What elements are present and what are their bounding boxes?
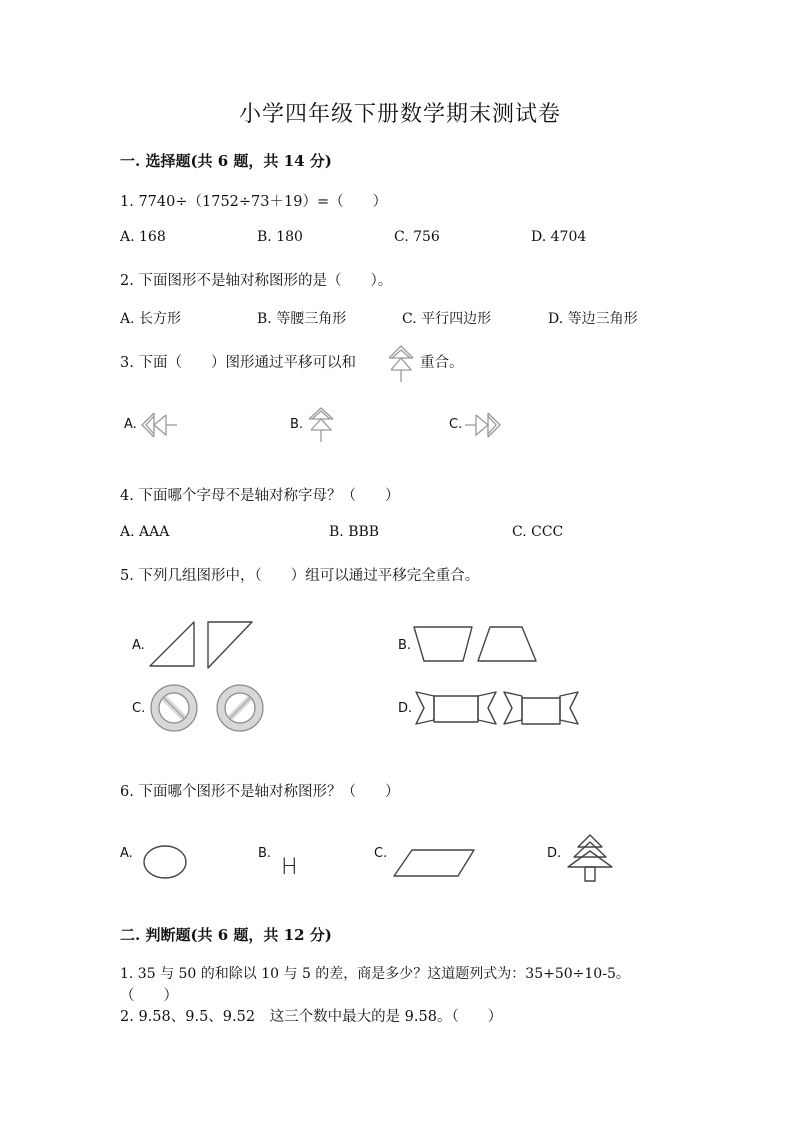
question-5-option-a[interactable]: A. [132,638,145,653]
question-1-option-b[interactable]: B. 180 [257,229,303,245]
question-4-option-a[interactable]: A. AAA [120,524,170,540]
question-2-option-d[interactable]: D. 等边三角形 [548,311,638,327]
question-3-option-a[interactable]: A. [124,417,137,432]
question-5-text: 5. 下列几组图形中，（ ）组可以通过平移完全重合。 [120,568,480,584]
pine-tree-figure [566,833,614,883]
ribbon-banners-pair-figure [412,686,582,730]
section-heading-choice: 一. 选择题(共 6 题，共 14 分) [120,152,332,170]
question-4-text: 4. 下面哪个字母不是轴对称字母？（ ） [120,488,400,504]
question-2-option-c[interactable]: C. 平行四边形 [402,311,492,327]
question-5-option-d[interactable]: D. [398,701,413,716]
question-2-text: 2. 下面图形不是轴对称图形的是（ ）。 [120,273,393,289]
question-3-text: 3. 下面（ ）图形通过平移可以和 [120,355,356,371]
question-6-option-a[interactable]: A. [120,846,133,861]
question-6-option-d[interactable]: D. [547,846,562,861]
judgment-question-1-text: 1. 35 与 50 的和除以 10 与 5 的差，商是多少？这道题列式为：35+50÷10-5。 [120,966,630,982]
question-1-text: 1. 7740÷（1752÷73＋19）=（ ） [120,194,388,210]
tree-rotated-left-figure [140,410,178,440]
question-6-option-b[interactable]: B. [258,846,272,861]
section-heading-judgment: 二. 判断题(共 6 题，共 12 分) [120,926,332,944]
tree-upright-figure [306,406,336,444]
parallelogram-figure [392,846,476,880]
question-6-text: 6. 下面哪个图形不是轴对称图形？（ ） [120,784,400,800]
question-6-option-c[interactable]: C. [374,846,388,861]
judgment-question-1-answer-blank[interactable]: （ ） [120,988,178,1004]
question-2-option-b[interactable]: B. 等腰三角形 [257,311,347,327]
question-2-option-a[interactable]: A. 长方形 [120,311,182,327]
letter-h-figure: H [281,855,298,880]
page-title: 小学四年级下册数学期末测试卷 [238,102,561,127]
judgment-question-2-text: 2. 9.58、9.5、9.52 这三个数中最大的是 9.58。（ ） [120,1009,503,1025]
question-3-option-c[interactable]: C. [449,417,463,432]
question-1-option-d[interactable]: D. 4704 [531,229,587,245]
question-1-option-a[interactable]: A. 168 [120,229,166,245]
question-5-option-b[interactable]: B. [398,638,412,653]
tree-rotated-right-figure [464,410,502,440]
prohibition-signs-pair-figure [148,682,276,734]
question-5-option-c[interactable]: C. [132,701,146,716]
question-4-option-c[interactable]: C. CCC [512,524,564,540]
question-1-option-c[interactable]: C. 756 [394,229,440,245]
question-4-option-b[interactable]: B. BBB [329,524,380,540]
question-3-option-b[interactable]: B. [290,417,304,432]
question-3-text-end: 重合。 [420,355,464,371]
triangles-pair-figure [146,618,258,670]
trapezoids-pair-figure [410,624,540,664]
ellipse-figure [142,844,188,880]
tree-reference-figure [386,344,416,384]
